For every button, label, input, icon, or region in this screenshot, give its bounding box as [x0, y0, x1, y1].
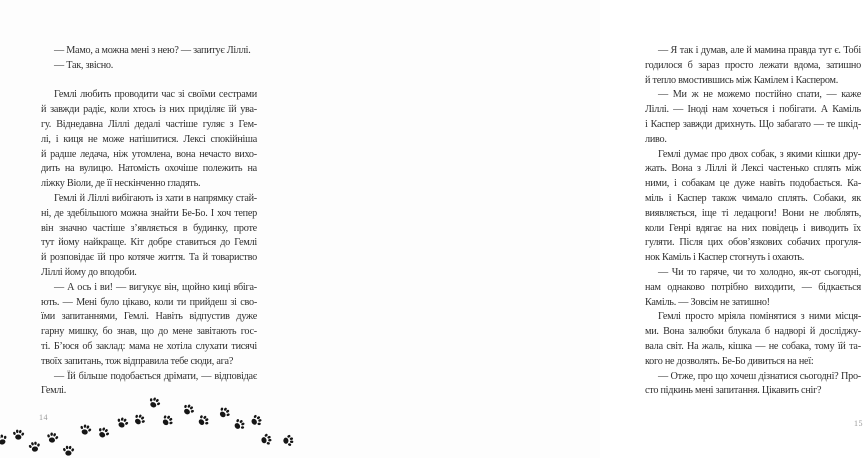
text-line: ні, де здебільшого можна знайти Бе-Бо. І хоч тепер: [41, 207, 257, 219]
paragraph: [645, 266, 861, 310]
text-line: вала світ. На жаль, кішка — не собака, тому їй та-: [645, 340, 861, 352]
text-line: — Мамо, а можна мені з нею? — запитує Ліллі.: [54, 45, 251, 56]
text-line: — Я так і думав, але й мамина правда тут є. Тобі: [658, 45, 861, 56]
text-line: — Чи то гаряче, чи то холодно, як-от сьогодні,: [658, 266, 861, 278]
text-line: кого не дозволять. Бе-Бо дивиться на неї:: [645, 355, 814, 367]
text-line: — А ось і ви! — вигукує він, щойно киці вбіга-: [54, 281, 257, 293]
text-line: Гемлі просто мріяла помінятися з ними місця-: [658, 311, 861, 323]
right-page-text: [645, 44, 861, 399]
text-line: Ліллі йому до вподоби.: [41, 266, 137, 278]
text-line: виявляється, іще ті ледацюги! Вони не люблять,: [645, 207, 861, 219]
left-page: [0, 0, 300, 458]
text-line: Гемлі й Ліллі вибігають із хати в напрямку стай-: [54, 192, 257, 204]
text-line: гарну мишку, бо знав, що до мене завітають гос-: [41, 326, 257, 338]
text-line: Каміль. — Зовсім не затишно!: [645, 296, 770, 308]
text-line: ліжку Віоли, де її нескінченно гладять.: [41, 178, 201, 190]
text-line: дить на вулицю. Натомість охочіше полежить на: [41, 163, 257, 175]
text-line: Гемлі любить проводити час зі своїми сестрами: [54, 89, 257, 101]
text-line: — Так, звісно.: [54, 59, 114, 71]
right-page: [300, 0, 863, 458]
paragraph: [41, 59, 257, 74]
text-line: їми запитаннями, Гемлі. Навіть відпустив дуже: [41, 311, 257, 323]
text-line: коли Генрі вдягає на них повідець і виводить їх: [645, 222, 861, 234]
text-line: ті. Б’юся об заклад: мама не хотіла слухати тисячі: [41, 340, 257, 352]
text-line: гу. Віднедавна Ліллі дедалі частіше гуляє з Гем-: [41, 118, 257, 130]
left-page-number: 14: [39, 413, 48, 422]
paragraph: [645, 148, 861, 266]
text-line: ливо.: [645, 133, 667, 145]
text-line: — Їй більше подобається дрімати, — відповідає: [54, 370, 257, 382]
text-line: лі, і киця не може натішитися. Лексі спокійніша: [41, 133, 257, 145]
text-line: і Каспер завжди дрихнуть. Що забагато — те шкід-: [645, 118, 861, 130]
paragraph: [645, 88, 861, 147]
text-line: гуляти. Після цих обов’язкових собачих прогуля-: [645, 237, 861, 249]
paragraph: [41, 370, 257, 400]
text-line: ми. Вона залюбки блукала б надворі й досліджу-: [645, 326, 861, 338]
paragraph: [41, 192, 257, 281]
text-line: Гемлі думає про двох собак, з якими кішки дру-: [658, 148, 861, 160]
left-page-text: [41, 44, 257, 399]
text-line: жать. Вона з Ліллі й Лексі частенько сплять між: [645, 163, 861, 175]
text-line: годилося б зараз просто лежати вдома, затишно: [645, 59, 861, 71]
paragraph: [41, 88, 257, 192]
text-line: Ліллі. — Іноді нам хочеться і побігати. А Каміль: [645, 104, 861, 116]
text-line: сто підкинь мені запитання. Цікавить сніг?: [645, 385, 822, 397]
text-line: міль і Каспер також чимало сплять. Собаки, як: [645, 192, 861, 204]
text-line: — Отже, про що хочеш дізнатися сьогодні? Про-: [658, 370, 861, 382]
text-line: й тепло вмостившись між Камілем і Каспером.: [645, 74, 839, 86]
text-line: й радше ледача, ніж утомлена, вона нечасто вихо-: [41, 148, 257, 160]
text-line: він значно частіше з’являється в будинку, проте: [41, 222, 257, 234]
text-line: твоїх запитань, тож відправила тебе сюди, ага?: [41, 355, 234, 367]
paragraph: [41, 44, 257, 59]
text-line: нам однаково потрібно виходити, — бідкається: [645, 281, 861, 293]
text-line: — Ми ж не можемо постійно спати, — каже: [658, 89, 861, 101]
text-line: й розповідає їй про котяче життя. Та й товариство: [41, 252, 257, 264]
paragraph: [645, 44, 861, 88]
paragraph: [645, 370, 861, 400]
paragraph: [645, 310, 861, 369]
right-page-number: 15: [854, 419, 863, 428]
text-line: ними, і собакам це дуже навіть подобається. Ка-: [645, 178, 861, 190]
text-line: ють. — Мені було цікаво, коли ти прийдеш зі сво-: [41, 296, 257, 308]
text-line: нок Каміль і Каспер стогнуть і охають.: [645, 252, 805, 264]
paragraph: [41, 281, 257, 370]
text-line: й завжди радіє, коли хтось із них приділяє їй ува-: [41, 104, 257, 116]
text-line: тут йому найкраще. Кіт добре ставиться до Гемлі: [41, 237, 257, 249]
text-line: Гемлі.: [41, 385, 67, 397]
